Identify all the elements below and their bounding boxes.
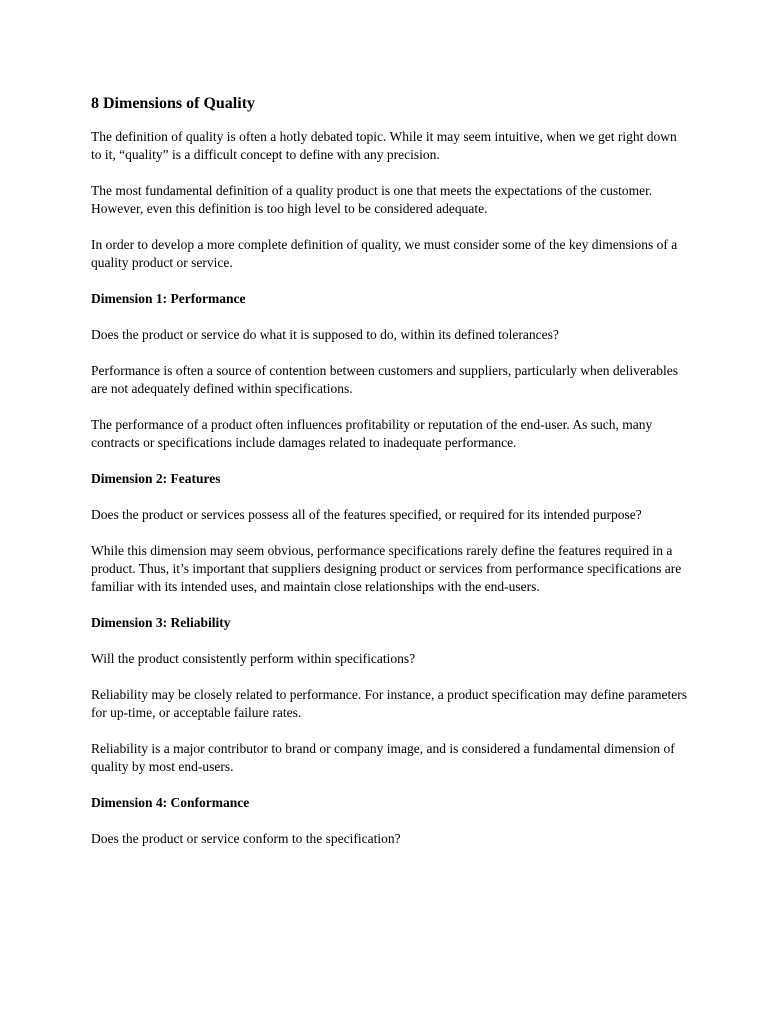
section-paragraph: Will the product consistently perform within specifications?	[91, 651, 416, 666]
section-paragraph: The performance of a product often influences profitability or reputation of the end-user. As such, many contracts or specifications include damages related to inadequate performance.	[91, 417, 653, 450]
intro-paragraph: The definition of quality is often a hotly debated topic. While it may seem intuitive, when we get right down to it, “quality” is a difficult concept to define with any precision.	[91, 129, 677, 162]
section-paragraph: Reliability is a major contributor to brand or company image, and is considered a fundamental dimension of quality by most end-users.	[91, 741, 675, 774]
section-paragraph: Reliability may be closely related to performance. For instance, a product specification may define parameters for up-time, or acceptable failure rates.	[91, 687, 688, 720]
section-performance	[91, 290, 688, 452]
section-heading: Dimension 3: Reliability	[91, 615, 231, 630]
section-paragraph: Does the product or services possess all of the features specified, or required for its intended purpose?	[91, 507, 642, 522]
section-reliability	[91, 614, 688, 776]
section-paragraph: Performance is often a source of contention between customers and suppliers, particularly when deliverables are not adequately defined within specifications.	[91, 363, 679, 396]
document-title: 8 Dimensions of Quality	[91, 95, 256, 112]
section-features	[91, 470, 688, 596]
section-paragraph: Does the product or service conform to the specification?	[91, 831, 401, 846]
intro-paragraph: The most fundamental definition of a quality product is one that meets the expectations of the customer. However, even this definition is too high level to be considered adequate.	[91, 183, 653, 216]
section-heading: Dimension 1: Performance	[91, 291, 246, 306]
section-conformance	[91, 794, 688, 848]
section-heading: Dimension 4: Conformance	[91, 795, 250, 810]
section-paragraph: While this dimension may seem obvious, performance specifications rarely define the features required in a product. Thus, it’s important that suppliers designing product or services from performance specifications are familiar with its intended uses, and maintain close relationships with the end-users.	[91, 543, 682, 594]
intro-paragraph: In order to develop a more complete definition of quality, we must consider some of the key dimensions of a quality product or service.	[91, 237, 678, 270]
section-heading: Dimension 2: Features	[91, 471, 221, 486]
section-paragraph: Does the product or service do what it is supposed to do, within its defined tolerances?	[91, 327, 559, 342]
